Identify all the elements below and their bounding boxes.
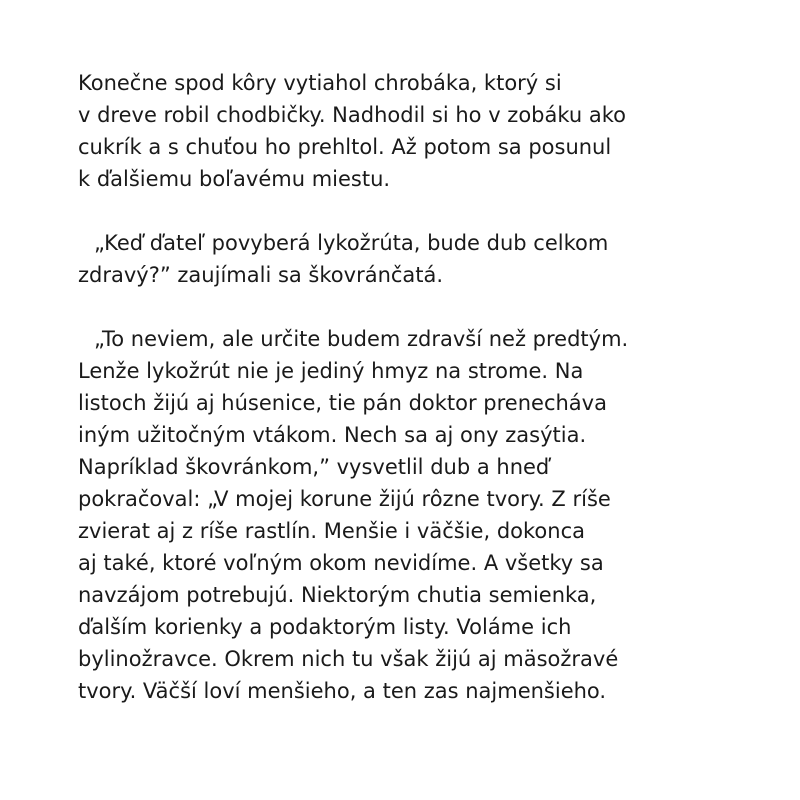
- text-line: tvory. Väčší loví menšieho, a ten zas najmenšieho.: [78, 679, 607, 703]
- text-line: Konečne spod kôry vytiahol chrobáka, ktorý si: [78, 71, 562, 95]
- text-line: aj také, ktoré voľným okom nevidíme. A všetky sa: [78, 551, 604, 575]
- text-line: „Keď ďateľ povyberá lykožrúta, bude dub celkom: [94, 231, 609, 255]
- text-line: k ďalšiemu boľavému miestu.: [78, 167, 391, 191]
- text-line: ďalším korienky a podaktorým listy. Voláme ich: [78, 615, 572, 639]
- text-line: v dreve robil chodbičky. Nadhodil si ho v zobáku ako: [78, 103, 627, 127]
- text-line: zvierat aj z ríše rastlín. Menšie i väčšie, dokonca: [78, 519, 585, 543]
- text-line: „To neviem, ale určite budem zdravší než predtým.: [94, 327, 629, 351]
- text-line: cukrík a s chuťou ho prehltol. Až potom sa posunul: [78, 135, 612, 159]
- text-line: bylinožravce. Okrem nich tu však žijú aj mäsožravé: [78, 647, 619, 671]
- paragraph-3: [78, 323, 778, 707]
- text-line: Lenže lykožrút nie je jediný hmyz na strome. Na: [78, 359, 584, 383]
- text-line: iným užitočným vtákom. Nech sa aj ony zasýtia.: [78, 423, 587, 447]
- paragraph-1: [78, 67, 778, 195]
- text-line: listoch žijú aj húsenice, tie pán doktor prenecháva: [78, 391, 607, 415]
- text-line: zdravý?” zaujímali sa škovránčatá.: [78, 263, 444, 287]
- story-text: [78, 67, 778, 739]
- text-line: navzájom potrebujú. Niektorým chutia semienka,: [78, 583, 597, 607]
- paragraph-2: [78, 227, 778, 291]
- text-line: pokračoval: „V mojej korune žijú rôzne tvory. Z ríše: [78, 487, 611, 511]
- text-line: Napríklad škovránkom,” vysvetlil dub a hneď: [78, 455, 550, 479]
